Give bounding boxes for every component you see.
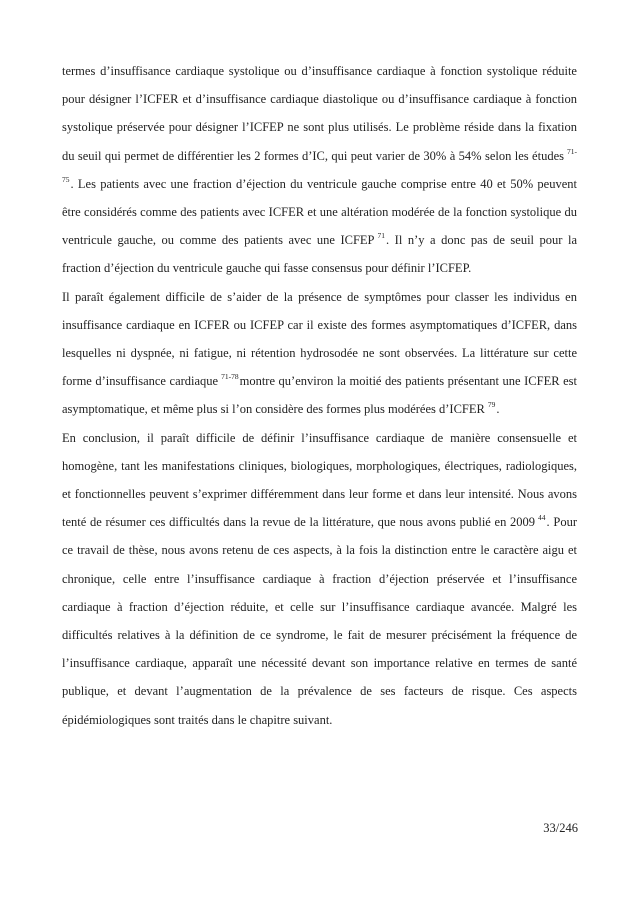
citation-ref: 71 bbox=[377, 231, 386, 241]
paragraph-text: . bbox=[496, 402, 500, 417]
paragraph-text: montre qu’environ la moitié des patients présentant une ICFER est asymptomatique, et même plus si l’on considère des formes plus modérées d’ICFER bbox=[62, 374, 577, 417]
body-text bbox=[62, 57, 577, 734]
citation-ref: 71-75 bbox=[62, 146, 577, 184]
paragraph-text: termes d’insuffisance cardiaque systolique ou d’insuffisance cardiaque à fonction systolique réduite pour désigner l’ICFER et d’insuffisance cardiaque diastolique ou d’insuffisance cardiaque à fonction systolique préservée pour désigner l’ICFEP ne sont plus utilisés. Le problème réside dans la fixation du seuil qui permet de différentier les 2 formes d’IC, qui peut varier de 30% à 54% selon les études bbox=[62, 64, 577, 163]
paragraph-text: En conclusion, il paraît difficile de définir l’insuffisance cardiaque de manière consensuelle et homogène, tant les manifestations cliniques, biologiques, morphologiques, électriques, radiologiques, et fonctionnelles peuvent s’exprimer différemment dans leur forme et dans leur intensité. Nous avons tenté de résumer ces difficultés dans la revue de la littérature, que nous avons publié en 2009 bbox=[62, 430, 577, 530]
paragraph-text: Il paraît également difficile de s’aider de la présence de symptômes pour classer les individus en insuffisance cardiaque en ICFER ou ICFEP car il existe des formes asymptomatiques d’ICFER, dans lesquelles ni dyspnée, ni fatigue, ni rétention hydrosodée ne sont observées. La littérature sur cette forme d’insuffisance cardiaque bbox=[62, 289, 577, 389]
paragraph-3 bbox=[62, 424, 577, 734]
citation-ref: 71-78 bbox=[221, 372, 239, 382]
paragraph-2 bbox=[62, 283, 577, 424]
paragraph-text: . Pour ce travail de thèse, nous avons retenu de ces aspects, à la fois la distinction entre le caractère aigu et chronique, celle entre l’insuffisance cardiaque à fraction d’éjection préservée et l’insuffisance cardiaque à fraction d’éjection réduite, et celle sur l’insuffisance cardiaque avancée. Malgré les difficultés relatives à la définition de ce syndrome, le fait de mesurer précisément la fréquence de l’insuffisance cardiaque, apparaît une nécessité devant son importance relative en termes de santé publique, et devant l’augmentation de la prévalence de ses facteurs de risque. Ces aspects épidémiologiques sont traités dans le chapitre suivant. bbox=[62, 515, 577, 727]
page-number: 33/246 bbox=[543, 821, 578, 835]
paragraph-text: . Il n’y a donc pas de seuil pour la fraction d’éjection du ventricule gauche qui fasse consensus pour définir l’ICFEP. bbox=[62, 233, 578, 276]
paragraph-1 bbox=[62, 57, 577, 283]
citation-ref: 44 bbox=[538, 513, 546, 523]
paragraph-text: . Les patients avec une fraction d’éjection du ventricule gauche comprise entre 40 et 50% peuvent être considérés comme des patients avec ICFER et une altération modérée de la fonction systolique du ventricule gauche, ou comme des patients avec une ICFEP bbox=[62, 176, 577, 248]
citation-ref: 79 bbox=[487, 400, 496, 410]
